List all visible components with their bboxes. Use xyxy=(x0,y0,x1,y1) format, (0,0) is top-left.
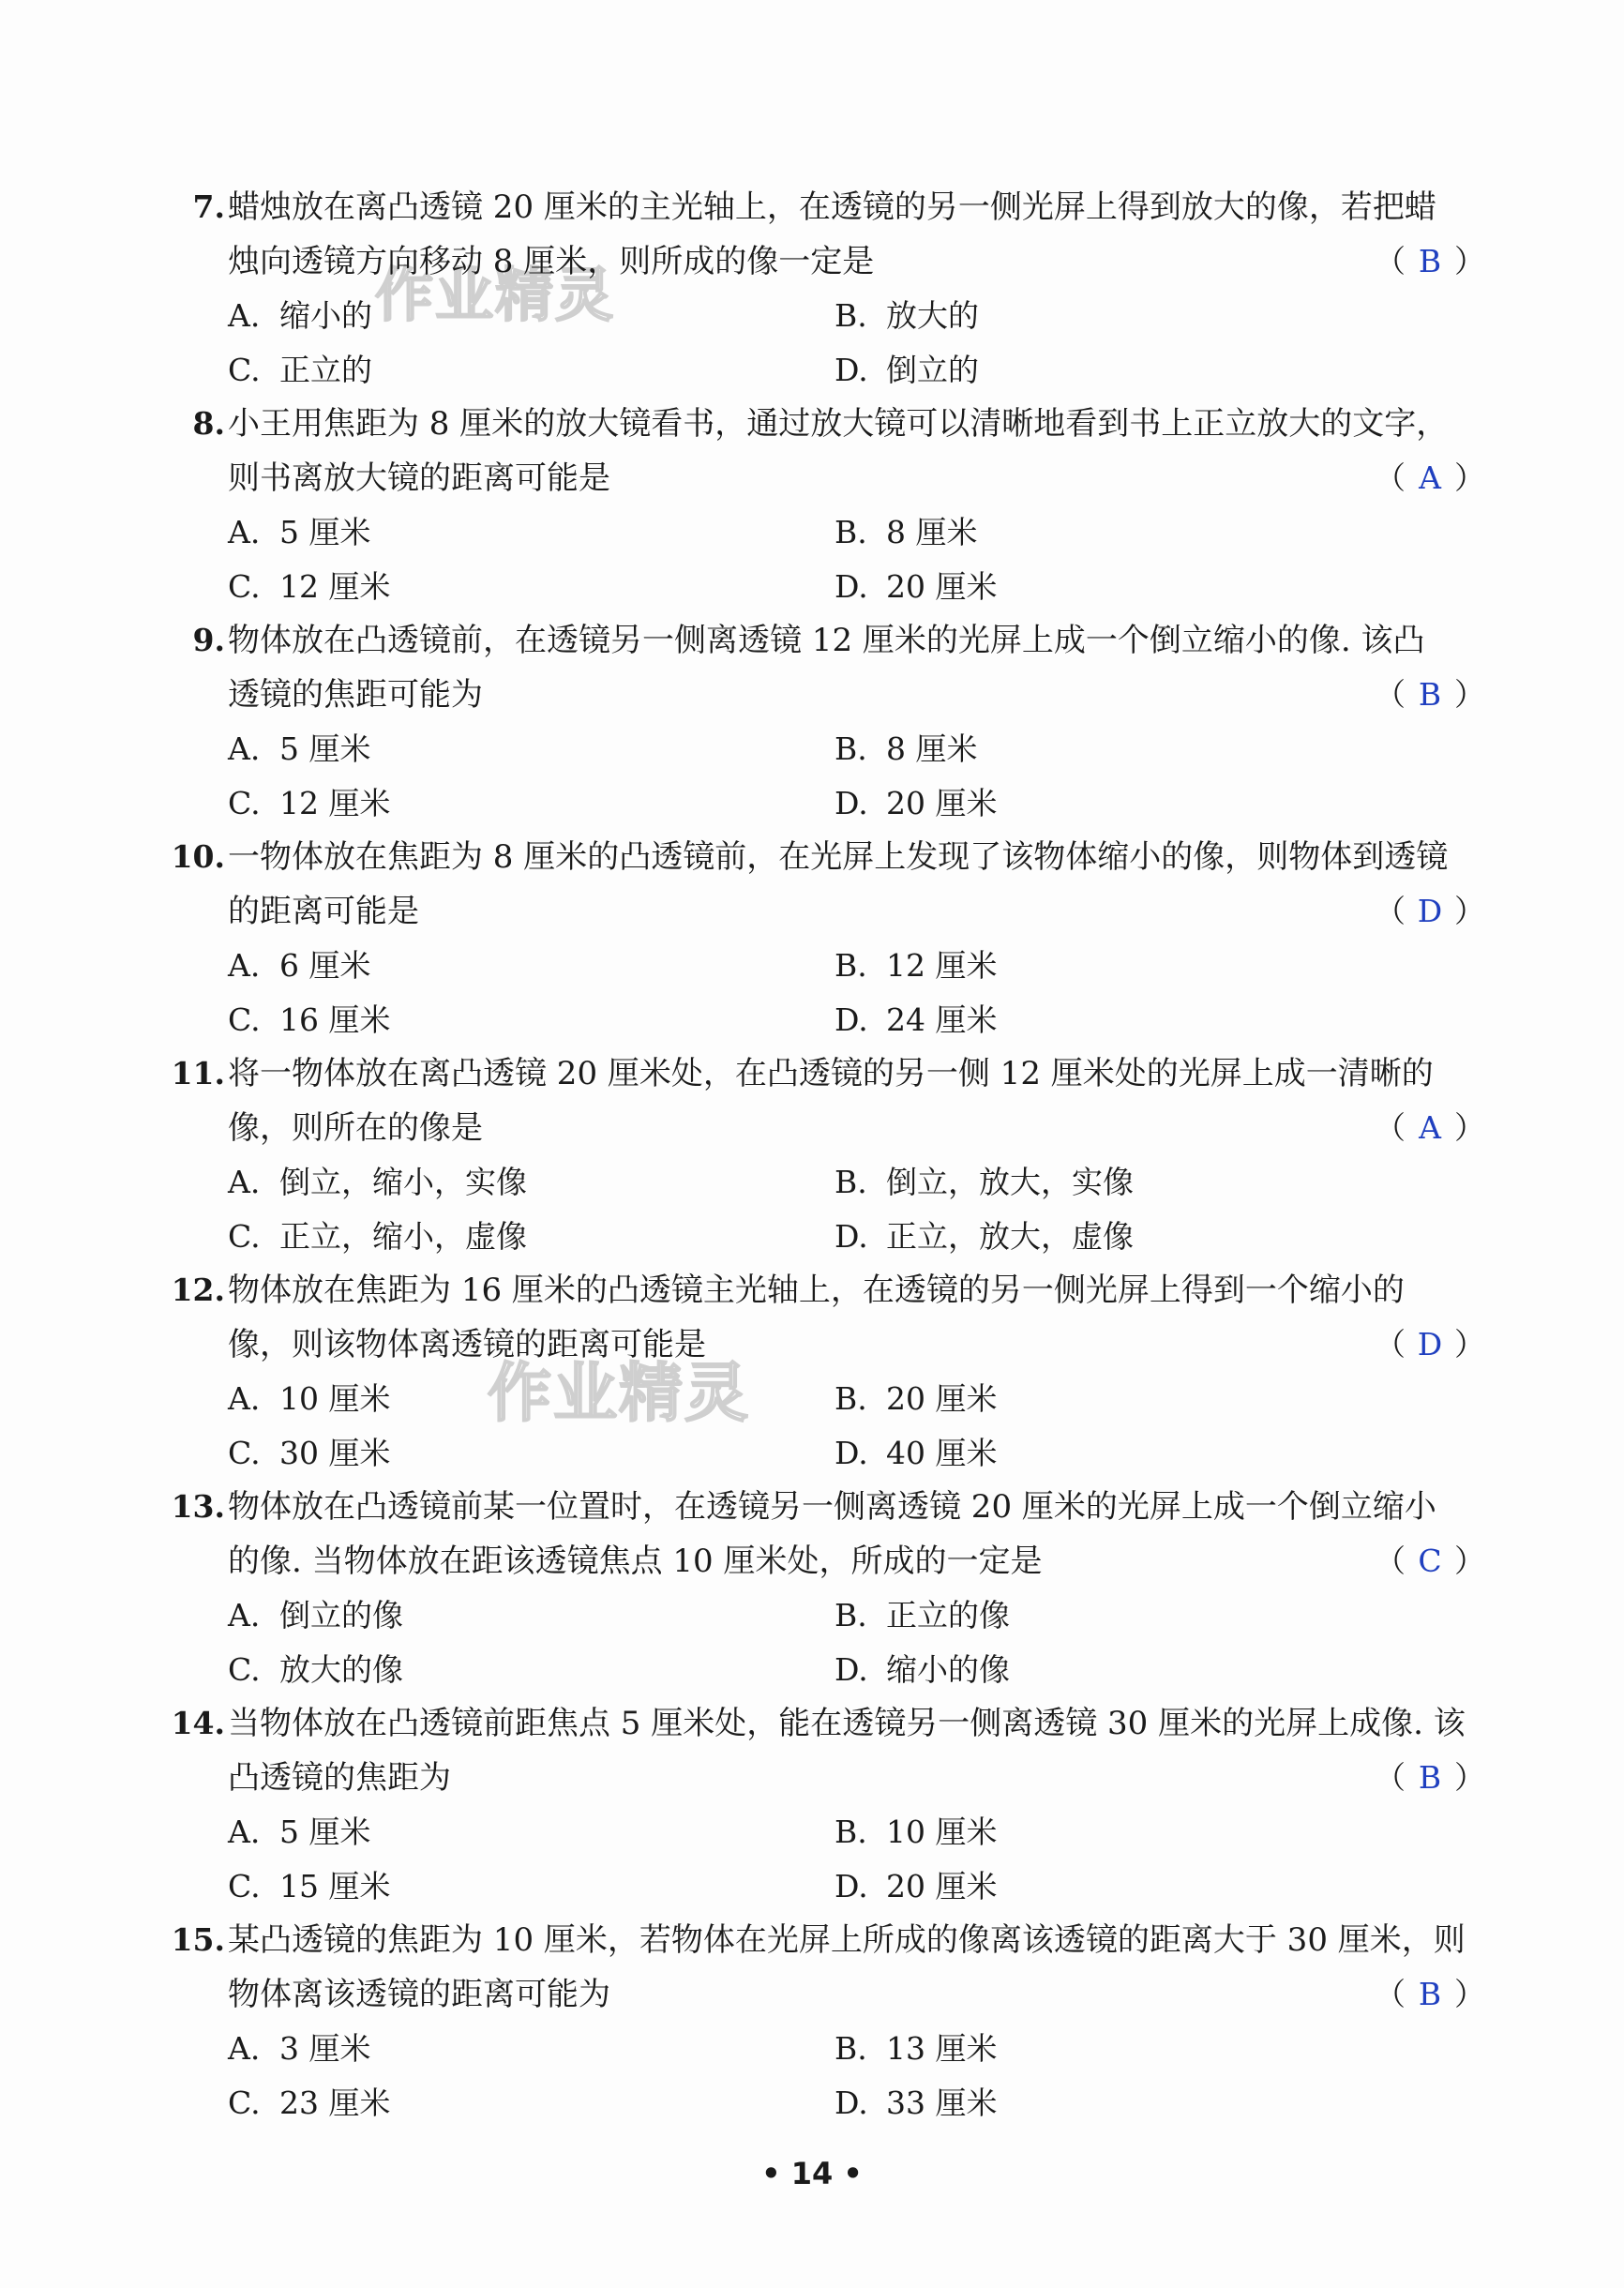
answer-letter: A xyxy=(1419,459,1441,496)
option-letter: A. xyxy=(228,1164,261,1200)
option-letter: D. xyxy=(835,2085,868,2121)
option-letter: D. xyxy=(835,1651,868,1688)
answer-open: （ xyxy=(1375,1759,1406,1796)
option-letter: B. xyxy=(835,947,867,984)
question-13 xyxy=(0,1480,1624,1695)
option-text: 10 厘米 xyxy=(279,1380,391,1417)
option-d xyxy=(835,343,979,398)
option-letter: B. xyxy=(835,514,867,550)
question-text-line2: 像，则所在的像是 xyxy=(228,1109,483,1147)
question-text-line1: 物体放在凸透镜前，在透镜另一侧离透镜 12 厘米的光屏上成一个倒立缩小的像. 该凸 xyxy=(228,622,1425,659)
question-number: 7. xyxy=(192,188,225,225)
option-text: 6 厘米 xyxy=(279,947,371,984)
option-b xyxy=(835,722,978,776)
option-c xyxy=(228,560,390,614)
option-c xyxy=(228,1643,403,1697)
option-text: 20 厘米 xyxy=(886,785,998,821)
option-text: 16 厘米 xyxy=(279,1001,391,1038)
option-letter: B. xyxy=(835,1814,867,1850)
question-14 xyxy=(0,1696,1624,1912)
answer-close: ） xyxy=(1454,676,1485,713)
option-d xyxy=(835,1426,997,1481)
option-text: 15 厘米 xyxy=(279,1868,391,1904)
option-letter: B. xyxy=(835,730,867,767)
option-d xyxy=(835,1643,1010,1697)
question-text-line1: 物体放在焦距为 16 厘米的凸透镜主光轴上，在透镜的另一侧光屏上得到一个缩小的 xyxy=(228,1272,1405,1309)
answer-open: （ xyxy=(1375,676,1406,713)
answer-box xyxy=(1375,1967,1485,2022)
option-d xyxy=(835,2076,997,2130)
option-letter: B. xyxy=(835,2030,867,2067)
option-b xyxy=(835,505,978,560)
answer-open: （ xyxy=(1375,1976,1406,2012)
answer-box xyxy=(1375,1751,1485,1805)
option-letter: D. xyxy=(835,1435,868,1471)
question-text-line2: 则书离放大镜的距离可能是 xyxy=(228,459,610,497)
answer-box xyxy=(1375,234,1485,289)
option-text: 12 厘米 xyxy=(886,947,998,984)
option-d xyxy=(835,993,997,1047)
option-letter: D. xyxy=(835,1218,868,1255)
answer-close: ） xyxy=(1454,243,1485,279)
option-text: 30 厘米 xyxy=(279,1435,391,1471)
option-b xyxy=(835,939,997,993)
question-number: 15. xyxy=(171,1921,225,1958)
option-letter: D. xyxy=(835,352,868,388)
option-a xyxy=(228,289,372,343)
option-text: 倒立的 xyxy=(886,352,979,388)
answer-open: （ xyxy=(1375,1326,1406,1362)
option-text: 12 厘米 xyxy=(279,568,391,605)
option-a xyxy=(228,505,371,560)
option-text: 13 厘米 xyxy=(886,2030,998,2067)
option-letter: C. xyxy=(228,352,261,388)
option-letter: C. xyxy=(228,1868,261,1904)
question-number: 13. xyxy=(171,1488,225,1525)
question-text-line1: 小王用焦距为 8 厘米的放大镜看书，通过放大镜可以清晰地看到书上正立放大的文字， xyxy=(228,405,1449,443)
option-text: 正立，放大，虚像 xyxy=(886,1218,1134,1255)
option-letter: A. xyxy=(228,1814,261,1850)
option-letter: A. xyxy=(228,1597,261,1633)
question-text-line2: 烛向透镜方向移动 8 厘米，则所成的像一定是 xyxy=(228,243,875,280)
option-letter: C. xyxy=(228,1435,261,1471)
option-text: 正立，缩小，虚像 xyxy=(279,1218,527,1255)
answer-letter: B xyxy=(1418,1976,1442,2012)
question-text-line1: 将一物体放在离凸透镜 20 厘米处，在凸透镜的另一侧 12 厘米处的光屏上成一清晰的 xyxy=(228,1055,1434,1092)
option-letter: A. xyxy=(228,730,261,767)
option-text: 倒立，放大，实像 xyxy=(886,1164,1134,1200)
question-number: 14. xyxy=(171,1705,225,1741)
option-c xyxy=(228,2076,390,2130)
question-text-line2: 的像. 当物体放在距该透镜焦点 10 厘米处，所成的一定是 xyxy=(228,1543,1043,1580)
option-a xyxy=(228,1805,371,1859)
answer-close: ） xyxy=(1454,1109,1485,1146)
option-text: 40 厘米 xyxy=(886,1435,998,1471)
answer-letter: B xyxy=(1418,1759,1442,1796)
option-d xyxy=(835,560,997,614)
page-number: • 14 • xyxy=(761,2156,863,2191)
option-text: 5 厘米 xyxy=(279,514,371,550)
question-text-line2: 凸透镜的焦距为 xyxy=(228,1759,451,1797)
option-letter: A. xyxy=(228,297,261,334)
question-text-line2: 的距离可能是 xyxy=(228,893,419,930)
option-text: 20 厘米 xyxy=(886,1868,998,1904)
answer-open: （ xyxy=(1375,1543,1406,1579)
option-d xyxy=(835,776,997,831)
option-letter: C. xyxy=(228,2085,261,2121)
option-b xyxy=(835,1588,1010,1643)
answer-open: （ xyxy=(1375,1109,1406,1146)
option-b xyxy=(835,289,979,343)
answer-close: ） xyxy=(1454,1976,1485,2012)
option-text: 放大的像 xyxy=(279,1651,403,1688)
answer-letter: C xyxy=(1418,1543,1442,1579)
answer-close: ） xyxy=(1454,1759,1485,1796)
option-a xyxy=(228,722,371,776)
answer-box xyxy=(1375,1101,1485,1155)
question-10 xyxy=(0,830,1624,1046)
option-letter: A. xyxy=(228,1380,261,1417)
question-number: 10. xyxy=(171,838,225,875)
option-text: 8 厘米 xyxy=(886,514,978,550)
answer-open: （ xyxy=(1375,243,1406,279)
option-d xyxy=(835,1210,1134,1264)
question-number: 11. xyxy=(171,1055,225,1091)
option-text: 缩小的 xyxy=(279,297,372,334)
option-letter: B. xyxy=(835,1597,867,1633)
answer-box xyxy=(1375,1534,1485,1588)
option-b xyxy=(835,1372,997,1426)
answer-close: ） xyxy=(1454,459,1485,496)
question-7 xyxy=(0,180,1624,396)
option-text: 5 厘米 xyxy=(279,730,371,767)
option-d xyxy=(835,1859,997,1914)
option-a xyxy=(228,1588,403,1643)
answer-open: （ xyxy=(1375,459,1406,496)
option-letter: D. xyxy=(835,1001,868,1038)
option-text: 20 厘米 xyxy=(886,568,998,605)
option-letter: A. xyxy=(228,947,261,984)
answer-close: ） xyxy=(1454,1543,1485,1579)
option-text: 3 厘米 xyxy=(279,2030,371,2067)
option-letter: B. xyxy=(835,1380,867,1417)
option-a xyxy=(228,939,371,993)
answer-box xyxy=(1375,1317,1485,1372)
question-text-line1: 当物体放在凸透镜前距焦点 5 厘米处，能在透镜另一侧离透镜 30 厘米的光屏上成像. 该 xyxy=(228,1705,1466,1742)
option-b xyxy=(835,1155,1134,1210)
answer-letter: A xyxy=(1419,1109,1441,1146)
option-text: 放大的 xyxy=(886,297,979,334)
question-text-line1: 物体放在凸透镜前某一位置时，在透镜另一侧离透镜 20 厘米的光屏上成一个倒立缩小 xyxy=(228,1488,1436,1526)
watermark-logo: 作业精灵 xyxy=(488,1357,751,1431)
answer-box xyxy=(1375,451,1485,505)
option-text: 10 厘米 xyxy=(886,1814,998,1850)
answer-open: （ xyxy=(1375,893,1406,929)
option-text: 缩小的像 xyxy=(886,1651,1010,1688)
question-text-line2: 透镜的焦距可能为 xyxy=(228,676,483,714)
option-letter: D. xyxy=(835,785,868,821)
question-text-line2: 像，则该物体离透镜的距离可能是 xyxy=(228,1326,706,1363)
option-letter: D. xyxy=(835,1868,868,1904)
option-letter: A. xyxy=(228,2030,261,2067)
option-b xyxy=(835,2022,997,2076)
option-text: 23 厘米 xyxy=(279,2085,391,2121)
question-9 xyxy=(0,613,1624,829)
option-letter: C. xyxy=(228,1218,261,1255)
option-text: 5 厘米 xyxy=(279,1814,371,1850)
answer-box xyxy=(1375,884,1485,939)
question-number: 8. xyxy=(192,405,225,442)
answer-close: ） xyxy=(1454,893,1485,929)
option-letter: B. xyxy=(835,1164,867,1200)
question-text-line1: 一物体放在焦距为 8 厘米的凸透镜前，在光屏上发现了该物体缩小的像，则物体到透镜 xyxy=(228,838,1449,876)
option-letter: C. xyxy=(228,785,261,821)
question-15 xyxy=(0,1913,1624,2129)
answer-letter: B xyxy=(1418,676,1442,713)
option-a xyxy=(228,2022,371,2076)
question-number: 9. xyxy=(192,622,225,658)
option-text: 24 厘米 xyxy=(886,1001,998,1038)
option-letter: A. xyxy=(228,514,261,550)
question-8 xyxy=(0,397,1624,612)
option-letter: D. xyxy=(835,568,868,605)
question-number: 12. xyxy=(171,1272,225,1308)
option-text: 正立的像 xyxy=(886,1597,1010,1633)
answer-box xyxy=(1375,668,1485,722)
option-c xyxy=(228,776,390,831)
answer-letter: D xyxy=(1417,1326,1443,1362)
option-letter: C. xyxy=(228,1651,261,1688)
option-text: 12 厘米 xyxy=(279,785,391,821)
option-c xyxy=(228,993,390,1047)
option-text: 8 厘米 xyxy=(886,730,978,767)
watermark-logo: 作业精灵 xyxy=(375,261,616,329)
option-text: 33 厘米 xyxy=(886,2085,998,2121)
option-c xyxy=(228,343,372,398)
option-c xyxy=(228,1859,390,1914)
option-letter: C. xyxy=(228,1001,261,1038)
answer-letter: D xyxy=(1417,893,1443,929)
option-c xyxy=(228,1210,527,1264)
option-text: 倒立的像 xyxy=(279,1597,403,1633)
question-text-line1: 某凸透镜的焦距为 10 厘米，若物体在光屏上所成的像离该透镜的距离大于 30 厘米，则 xyxy=(228,1921,1466,1959)
option-text: 倒立，缩小，实像 xyxy=(279,1164,527,1200)
option-a xyxy=(228,1372,390,1426)
option-letter: B. xyxy=(835,297,867,334)
option-text: 正立的 xyxy=(279,352,372,388)
option-letter: C. xyxy=(228,568,261,605)
question-12 xyxy=(0,1263,1624,1479)
option-a xyxy=(228,1155,527,1210)
question-text-line2: 物体离该透镜的距离可能为 xyxy=(228,1976,610,2013)
question-11 xyxy=(0,1046,1624,1262)
answer-close: ） xyxy=(1454,1326,1485,1362)
answer-letter: B xyxy=(1418,243,1442,279)
question-text-line1: 蜡烛放在离凸透镜 20 厘米的主光轴上，在透镜的另一侧光屏上得到放大的像，若把蜡 xyxy=(228,188,1436,226)
option-b xyxy=(835,1805,997,1859)
option-text: 20 厘米 xyxy=(886,1380,998,1417)
option-c xyxy=(228,1426,390,1481)
